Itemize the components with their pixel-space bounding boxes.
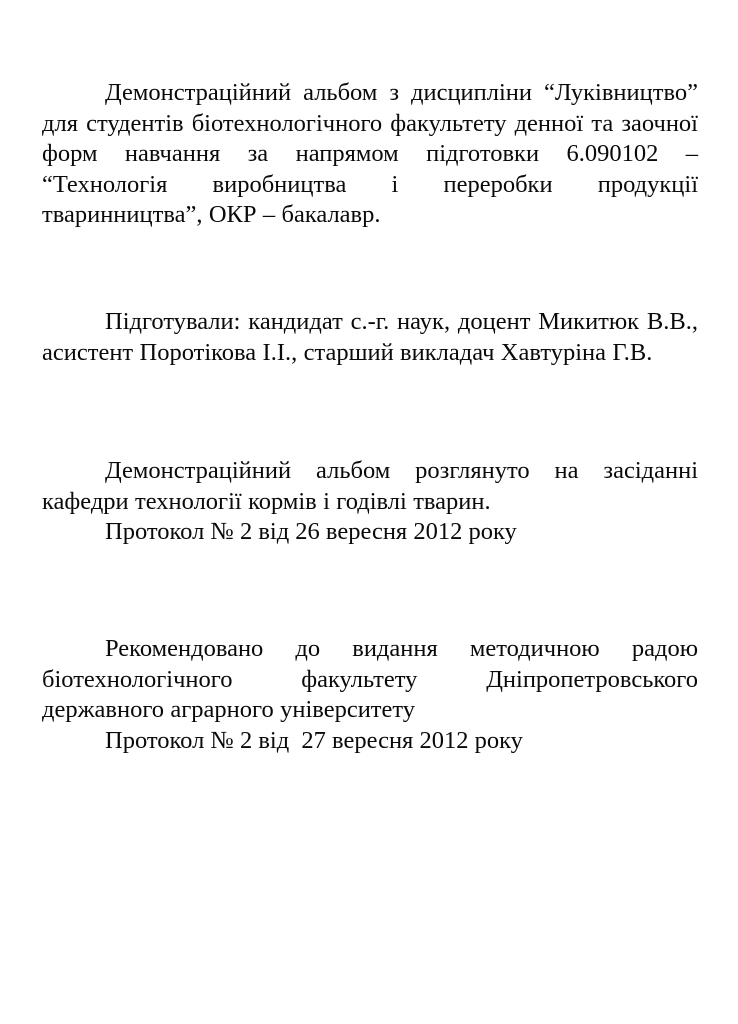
paragraph-spacer: [42, 231, 698, 307]
line-department-protocol: Протокол № 2 від 26 вересня 2012 року: [105, 518, 517, 546]
paragraph-spacer: [42, 548, 698, 634]
paragraph-album-description: Демонстраційний альбом з дисципліни “Луківництво” для студентів біотехнологічного факультету денної та заочної форм навчання за напрямом підготовки 6.090102 – “Технологія виробництва і переробки продукції тваринництва”, ОКР – бакалавр.: [42, 79, 698, 229]
line-council-protocol: Протокол № 2 від 27 вересня 2012 року: [105, 726, 523, 754]
document-text-body: [42, 78, 698, 756]
paragraph-spacer: [42, 368, 698, 456]
paragraph-department-review: Демонстраційний альбом розглянуто на засіданні кафедри технології кормів і годівлі тварин.: [42, 457, 698, 515]
paragraph-authors: Підготували: кандидат с.-г. наук, доцент Микитюк В.В., асистент Поротікова І.І., старший викладач Хавтуріна Г.В.: [42, 307, 698, 366]
paragraph-council-recommendation: Рекомендовано до видання методичною радою біотехнологічного факультету Дніпропетровського державного аграрного університету: [42, 634, 698, 724]
